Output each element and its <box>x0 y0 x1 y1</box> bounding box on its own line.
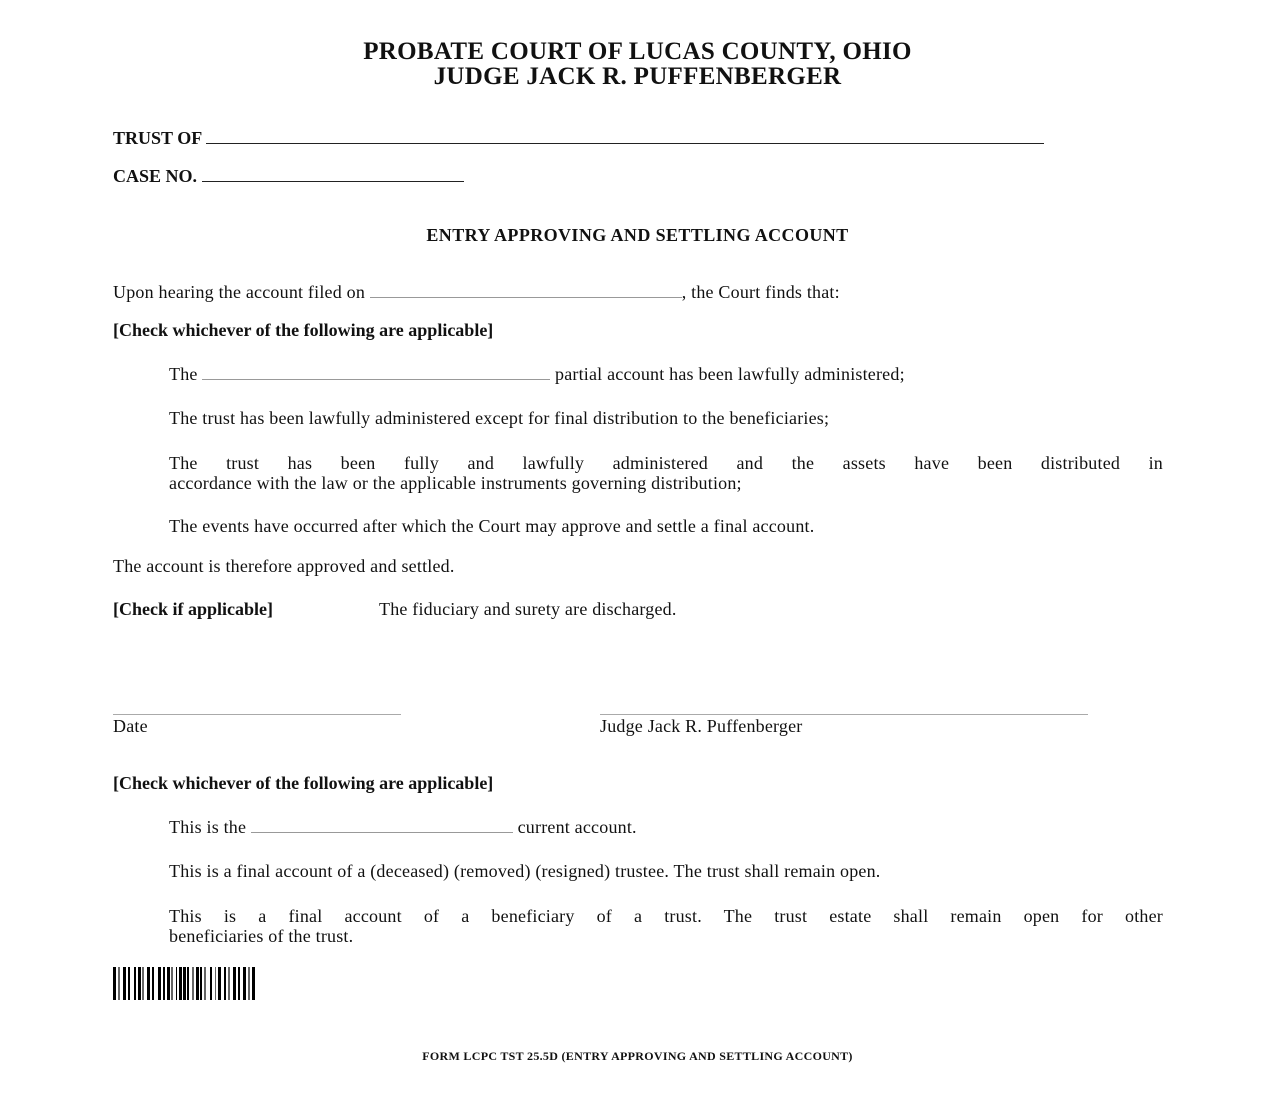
form-footer: FORM LCPC TST 25.5D (ENTRY APPROVING AND SETTLING ACCOUNT) <box>422 1049 853 1063</box>
court-name-heading: PROBATE COURT OF LUCAS COUNTY, OHIO <box>363 38 912 65</box>
judge-signature-label: Judge Jack R. Puffenberger <box>600 716 803 736</box>
judge-signature-line[interactable] <box>600 714 1088 715</box>
discharge-option[interactable]: The fiduciary and surety are discharged. <box>379 599 677 619</box>
section1-option-events-occurred[interactable]: The events have occurred after which the Court may approve and settle a final account. <box>169 516 815 536</box>
date-label: Date <box>113 716 148 736</box>
section2-option-current-account[interactable]: This is the current account. <box>169 817 637 837</box>
barcode-icon <box>113 967 309 1000</box>
section1-option-except-final-distribution[interactable]: The trust has been lawfully administered except for final distribution to the beneficiaries; <box>169 408 830 428</box>
trust-of-label: TRUST OF <box>113 128 202 148</box>
filed-on-date-field[interactable] <box>370 283 682 298</box>
section2-instruction: [Check whichever of the following are applicable] <box>113 773 494 793</box>
case-no-row <box>113 166 464 187</box>
intro-suffix: , the Court finds that: <box>681 282 840 302</box>
intro-sentence <box>113 282 840 303</box>
section2-option-trustee-final-account[interactable]: This is a final account of a (deceased) (removed) (resigned) trustee. The trust shall remain open. <box>169 861 881 881</box>
current-account-number-field[interactable] <box>251 818 513 833</box>
discharge-instruction: [Check if applicable] <box>113 599 273 619</box>
section1-option-fully-administered[interactable]: The trust has been fully and lawfully administered and the assets have been distributed in accordance with the law or the applicable instruments governing distribution; <box>169 453 1163 493</box>
judge-name-heading: JUDGE JACK R. PUFFENBERGER <box>433 63 842 90</box>
section1-instruction: [Check whichever of the following are applicable] <box>113 320 494 340</box>
trust-of-row <box>113 128 1044 149</box>
trust-of-field[interactable] <box>206 129 1044 144</box>
document-title: ENTRY APPROVING AND SETTLING ACCOUNT <box>426 225 849 245</box>
section1-option-partial-account[interactable]: The partial account has been lawfully administered; <box>169 364 905 384</box>
case-no-label: CASE NO. <box>113 166 198 186</box>
case-no-field[interactable] <box>202 167 464 182</box>
intro-prefix: Upon hearing the account filed on <box>113 282 366 302</box>
approval-statement: The account is therefore approved and settled. <box>113 556 455 576</box>
section2-option-beneficiary-final-account[interactable]: This is a final account of a beneficiary of a trust. The trust estate shall remain open for other beneficiaries of the trust. <box>169 906 1163 946</box>
partial-account-number-field[interactable] <box>202 365 550 380</box>
date-signature-line[interactable] <box>113 714 401 715</box>
